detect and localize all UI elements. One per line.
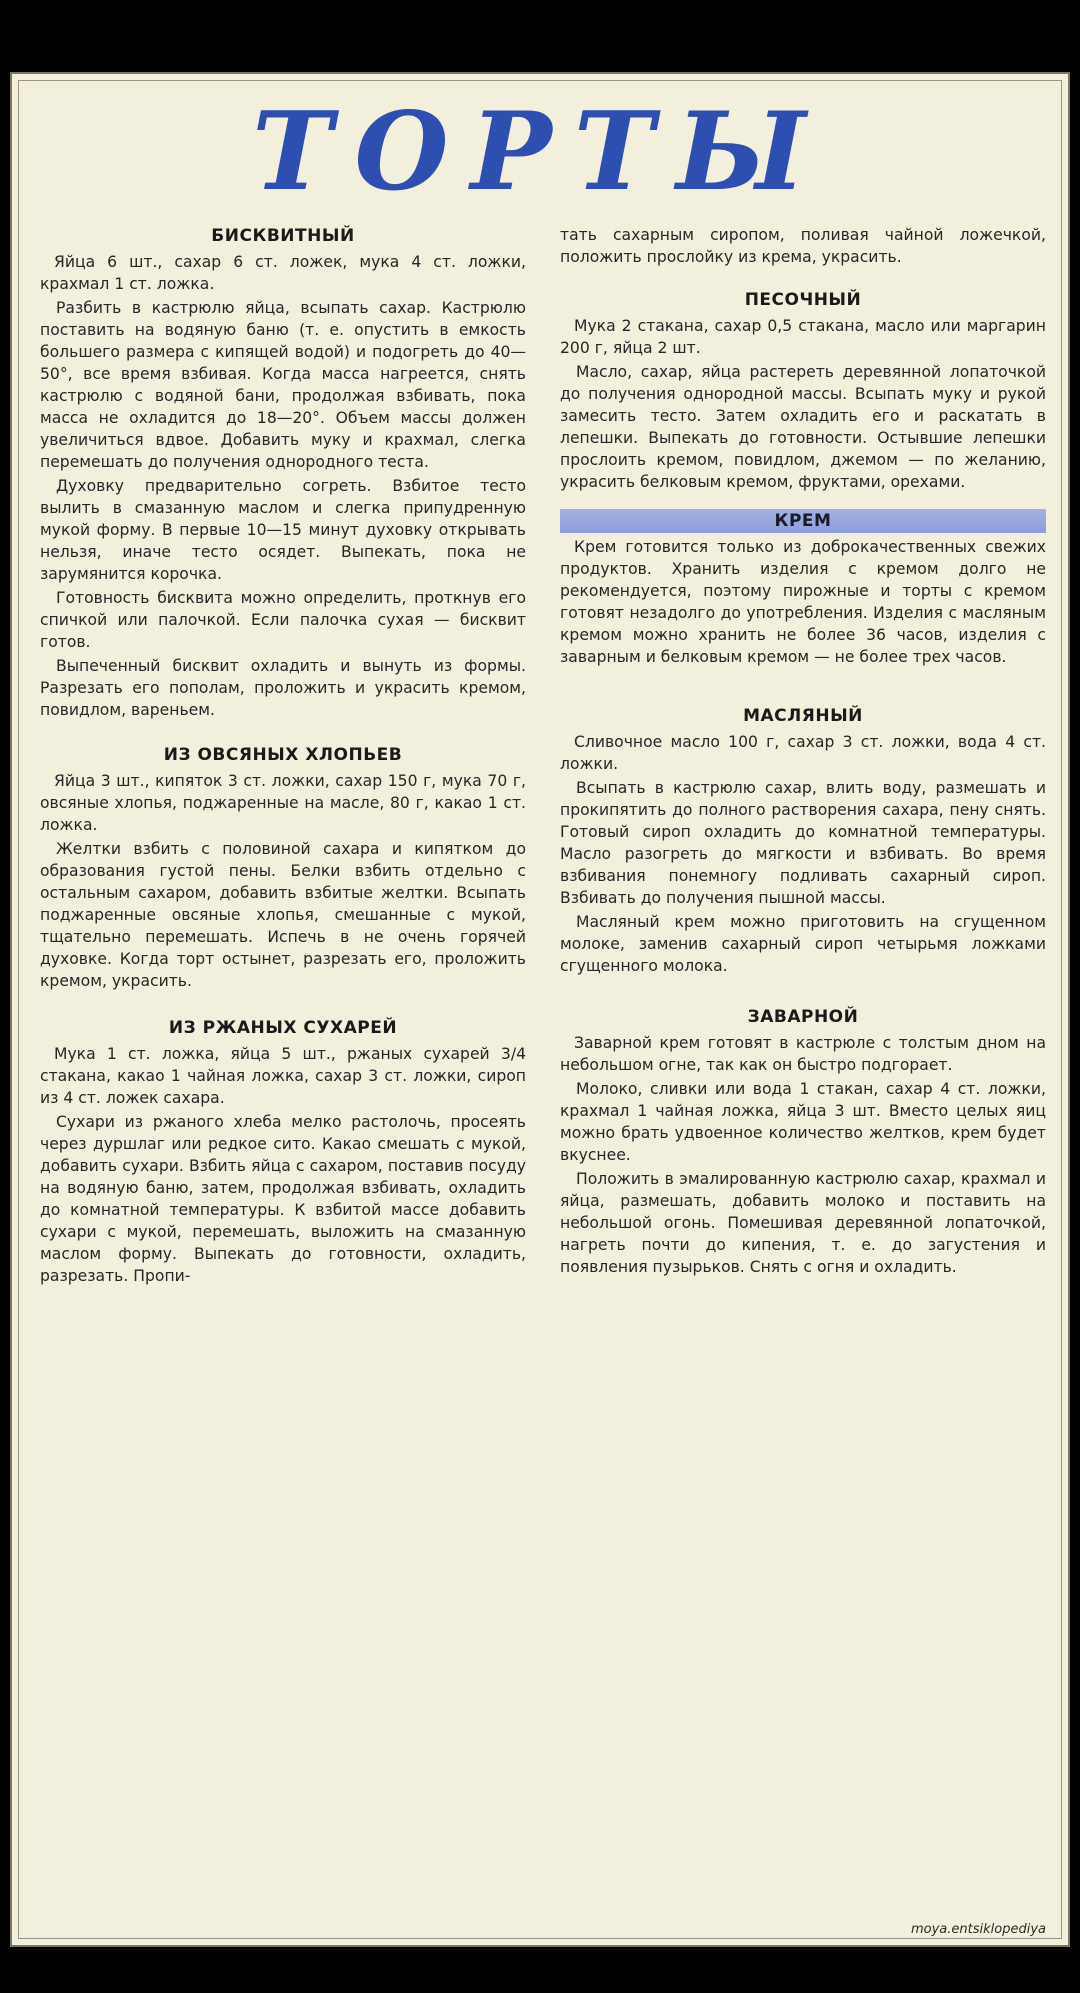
paragraph: Выпеченный бисквит охладить и вынуть из формы. Разрезать его пополам, проложить и украсить кремом, повидлом, вареньем. — [40, 657, 526, 719]
section-heading-ovsyanye: ИЗ ОВСЯНЫХ ХЛОПЬЕВ — [163, 745, 403, 765]
paragraph: Готовность бисквита можно определить, проткнув его спичкой или палочкой. Если палочка сухая — бисквит готов. — [40, 589, 526, 651]
continuation-paragraph: тать сахарным сиропом, поливая чайной ложечкой, положить прослойку из крема, украсить. — [560, 226, 1046, 266]
paragraph: Сухари из ржаного хлеба мелко растолочь, просеять через дуршлаг или редкое сито. Какао смешать с мукой, добавить сухари. Взбить яйца с сахаром, поставив посуду на водяную баню, затем, продолжая взбивать, охладить до комнатной температуры. К взбитой массе добавить сухари с мукой, перемешать, выложить на смазанную маслом форму. Выпекать до готовности, охладить, разрезать. Пропи- — [40, 1113, 526, 1285]
section-heading-biskvitny: БИСКВИТНЫЙ — [211, 226, 355, 246]
magazine-page — [10, 72, 1070, 1947]
section-heading-pesochny: ПЕСОЧНЫЙ — [744, 290, 862, 310]
ingredients-biskvitny: Яйца 6 шт., сахар 6 ст. ложек, мука 4 ст. ложки, крахмал 1 ст. ложка. — [40, 253, 526, 293]
section-heading-zavarnoy: ЗАВАРНОЙ — [747, 1007, 859, 1027]
paragraph: Всыпать в кастрюлю сахар, влить воду, размешать и прокипятить до полного растворения сахара, пену снять. Готовый сироп охладить до комнатной температуры. Масло разогреть до мягкости и взбивать. Во время взбивания понемногу подливать сахарный сироп. Взбивать до получения пышной массы. — [560, 779, 1046, 907]
section-heading-rzhanye: ИЗ РЖАНЫХ СУХАРЕЙ — [168, 1018, 398, 1038]
ingredients-rzhanye: Мука 1 ст. ложка, яйца 5 шт., ржаных сухарей 3/4 стакана, какао 1 чайная ложка, сахар 3 ст. ложки, сироп из 4 ст. ложек сахара. — [40, 1045, 526, 1107]
paragraph: Заварной крем готовят в кастрюле с толстым дном на небольшом огне, так как он быстро подгорает. — [560, 1034, 1046, 1074]
section-heading-krem: КРЕМ — [560, 509, 1046, 533]
right-column — [560, 224, 1046, 1280]
paragraph: Разбить в кастрюлю яйца, всыпать сахар. Кастрюлю поставить на водяную баню (т. е. опустить в емкость большего размера с кипящей водой) и подогреть до 40—50°, все время взбивая. Когда масса нагреется, снять кастрюлю с водяной бани, продолжая взбивать, пока масса не охладится до 18—20°. Объем массы должен увеличиться вдвое. Добавить муку и крахмал, слегка перемешать до получения однородного теста. — [40, 299, 526, 471]
left-column — [40, 224, 526, 1289]
paragraph: Духовку предварительно согреть. Взбитое тесто вылить в смазанную маслом и слегка припудренную мукой форму. В первые 10—15 минут духовку открывать нельзя, иначе тесто осядет. Выпекать, пока не зарумянится корочка. — [40, 477, 526, 583]
page-title: ТОРТЫ — [252, 89, 828, 215]
paragraph: Положить в эмалированную кастрюлю сахар, крахмал и яйца, размешать, добавить молоко и поставить на небольшой огонь. Помешивая деревянной лопаточкой, нагреть почти до кипения, т. е. до загустения и появления пузырьков. Снять с огня и охладить. — [560, 1170, 1046, 1276]
paragraph: Масло, сахар, яйца растереть деревянной лопаточкой до получения однородной массы. Всыпать муку и рукой замесить тесто. Затем охладить его и раскатать в лепешки. Выпекать до готовности. Остывшие лепешки прослоить кремом, повидлом, джемом — по желанию, украсить белковым кремом, фруктами, орехами. — [560, 363, 1046, 491]
ingredients-pesochny: Мука 2 стакана, сахар 0,5 стакана, масло или маргарин 200 г, яйца 2 шт. — [560, 317, 1046, 357]
ingredients-ovsyanye: Яйца 3 шт., кипяток 3 ст. ложки, сахар 150 г, мука 70 г, овсяные хлопья, поджаренные на масле, 80 г, какао 1 ст. ложка. — [40, 772, 526, 834]
paragraph: Желтки взбить с половиной сахара и кипятком до образования густой пены. Белки взбить отдельно с остальным сахаром, добавить взбитые желтки. Всыпать поджаренные овсяные хлопья, смешанные с мукой, тщательно перемешать. Испечь в не очень горячей духовке. Когда торт остынет, разрезать его, проложить кремом, украсить. — [40, 840, 526, 990]
paragraph: Масляный крем можно приготовить на сгущенном молоке, заменив сахарный сироп четырьмя ложками сгущенного молока. — [560, 913, 1046, 975]
section-heading-maslyany: МАСЛЯНЫЙ — [743, 706, 863, 726]
ingredients-maslyany: Сливочное масло 100 г, сахар 3 ст. ложки, вода 4 ст. ложки. — [560, 733, 1046, 773]
paragraph: Молоко, сливки или вода 1 стакан, сахар 4 ст. ложки, крахмал 1 чайная ложка, яйца 3 шт. Вместо целых яиц можно брать удвоенное количество желтков, крем будет вкуснее. — [560, 1080, 1046, 1164]
source-credit: moya.entsiklopediya — [911, 1922, 1046, 1937]
paragraph: Крем готовится только из доброкачественных свежих продуктов. Хранить изделия с кремом долго не рекомендуется, поэтому пирожные и торты с кремом готовят незадолго до употребления. Изделия с масляным кремом можно хранить не более 36 часов, изделия с заварным и белковым кремом — не более трех часов. — [560, 538, 1046, 666]
